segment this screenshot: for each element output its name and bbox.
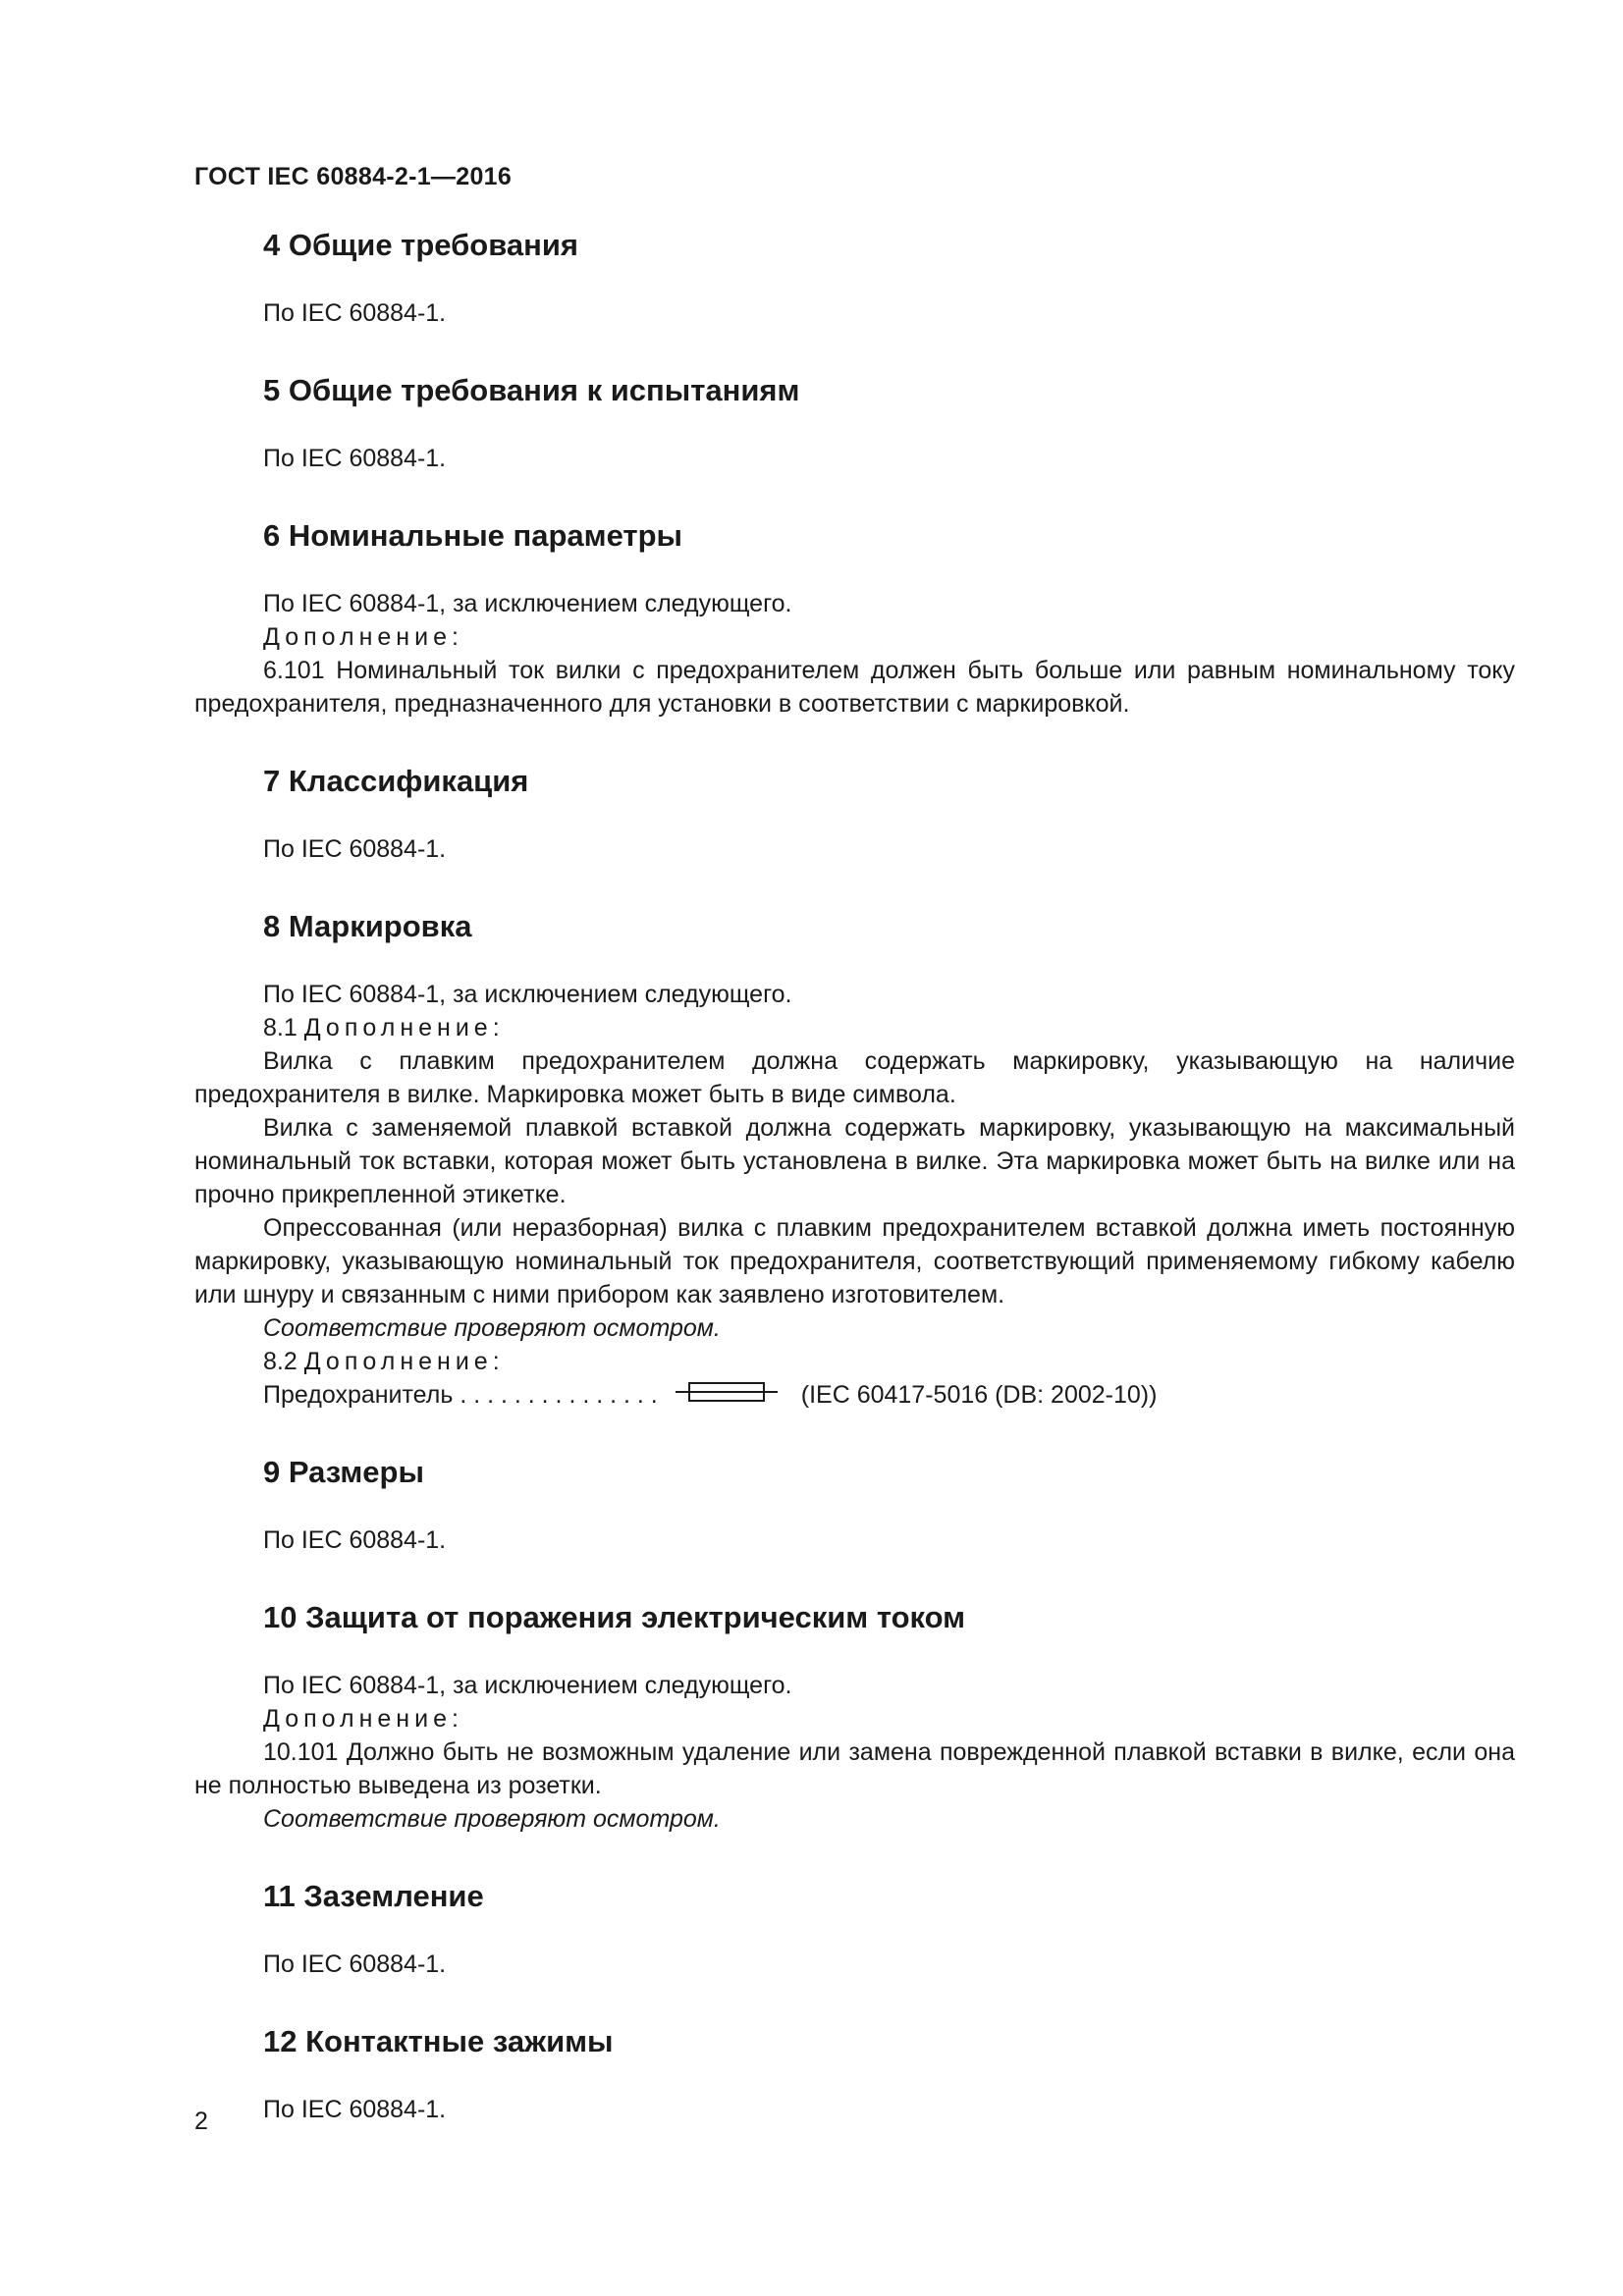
clause-text: Опрессованная (или неразборная) вилка с плавким предохранителем вставкой должна иметь постоянную маркировку, указывающую номинальный ток предохранителя, соответствующий применяемому гибкому кабелю или шнуру и связанным с ними прибором как заявлено изготовителем. [194,1214,1515,1308]
section-heading: 8 Маркировка [263,909,472,943]
addition-label: Дополнение: [303,1014,505,1041]
addition-label: Дополнение: [263,623,463,651]
section-text: По IEC 60884-1. [263,2096,447,2123]
compliance-note: Соответствие проверяют осмотром. [263,1805,721,1833]
compliance-note: Соответствие проверяют осмотром. [263,1314,721,1342]
fuse-label: Предохранитель . . . . . . . . . . . . . . . [263,1381,658,1409]
section-text: По IEC 60884-1, за исключением следующего. [263,981,792,1008]
section-heading: 5 Общие требования к испытаниям [263,373,800,407]
section-text: По IEC 60884-1. [263,299,447,327]
section-4 [194,226,1515,330]
clause-text: Вилка с заменяемой плавкой вставкой должна содержать маркировку, указывающую на максимальный номинальный ток вставки, которая может быть установлена в вилке. Эта маркировка может быть на вилке или на прочно прикрепленной этикетке. [194,1114,1515,1208]
section-6 [194,516,1515,721]
section-5 [194,371,1515,475]
section-9 [194,1453,1515,1557]
fuse-reference: (IEC 60417-5016 (DB: 2002-10)) [800,1381,1158,1409]
page-number: 2 [194,2108,208,2135]
clause-number: 8.2 [263,1348,298,1375]
fuse-symbol-row [194,1378,1515,1412]
section-7 [194,762,1515,866]
section-text: По IEC 60884-1. [263,445,447,472]
section-text: По IEC 60884-1. [263,835,447,863]
section-heading: 9 Размеры [263,1455,424,1489]
section-12 [194,2022,1515,2126]
section-text: По IEC 60884-1, за исключением следующего. [263,590,792,617]
clause-8-2 [194,1345,1515,1378]
section-heading: 4 Общие требования [263,228,578,262]
section-heading: 12 Контактные зажимы [263,2024,614,2058]
section-heading: 7 Классификация [263,764,529,798]
clause-text: 10.101 Должно быть не возможным удаление или замена поврежденной плавкой вставки в вилке, если она не полностью выведена из розетки. [194,1738,1515,1799]
document-body [194,226,1515,2167]
clause-text: Вилка с плавким предохранителем должна содержать маркировку, указывающую на наличие предохранителя в вилке. Маркировка может быть в виде символа. [194,1047,1515,1108]
section-heading: 6 Номинальные параметры [263,518,683,553]
clause-text: 6.101 Номинальный ток вилки с предохранителем должен быть больше или равным номинальному току предохранителя, предназначенного для установки в соответствии с маркировкой. [194,657,1515,718]
section-text: По IEC 60884-1. [263,1950,447,1978]
section-11 [194,1877,1515,1981]
addition-label: Дополнение: [303,1348,505,1375]
section-10 [194,1598,1515,1836]
addition-label: Дополнение: [263,1705,463,1733]
section-text: По IEC 60884-1, за исключением следующего. [263,1672,792,1699]
section-heading: 11 Заземление [263,1879,484,1913]
running-header: ГОСТ IEC 60884-2-1—2016 [194,163,513,190]
fuse-icon [676,1378,778,1412]
section-text: По IEC 60884-1. [263,1526,447,1554]
section-8 [194,907,1515,1412]
section-heading: 10 Защита от поражения электрическим током [263,1600,966,1634]
clause-number: 8.1 [263,1014,298,1041]
clause-8-1 [194,1011,1515,1044]
